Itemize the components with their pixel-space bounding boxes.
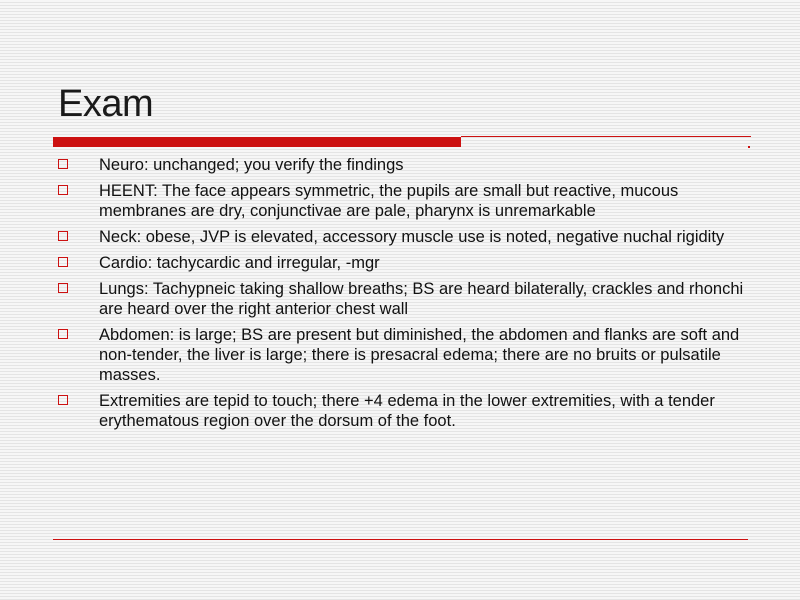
- bullet-text: HEENT: The face appears symmetric, the pupils are small but reactive, mucous membranes are dry, conjunctivae are pale, pharynx is unremarkable: [99, 182, 679, 220]
- bullet-extremities: [58, 391, 748, 431]
- hollow-square-icon: [58, 231, 68, 241]
- footer-rule: [53, 539, 748, 540]
- hollow-square-icon: [58, 395, 68, 405]
- bullet-abdomen: [58, 325, 748, 385]
- hollow-square-icon: [58, 283, 68, 293]
- title-underline-thick: [53, 137, 461, 147]
- hollow-square-icon: [58, 329, 68, 339]
- bullet-text: Cardio: tachycardic and irregular, -mgr: [99, 254, 380, 272]
- title-underline-thin: [461, 136, 751, 137]
- bullet-neck: [58, 227, 748, 247]
- bullet-lungs: [58, 279, 748, 319]
- bullet-cardio: [58, 253, 748, 273]
- bullet-text: Abdomen: is large; BS are present but diminished, the abdomen and flanks are soft and non-tender, the liver is large; there is presacral edema; there are no bruits or pulsatile masses.: [99, 326, 740, 384]
- bullet-text: Lungs: Tachypneic taking shallow breaths; BS are heard bilaterally, crackles and rhonchi are heard over the right anterior chest wall: [99, 280, 744, 318]
- hollow-square-icon: [58, 257, 68, 267]
- hollow-square-icon: [58, 159, 68, 169]
- slide-title: Exam: [58, 83, 154, 125]
- hollow-square-icon: [58, 185, 68, 195]
- title-underline-dot: [748, 146, 750, 148]
- bullet-text: Neuro: unchanged; you verify the findings: [99, 156, 404, 174]
- bullet-neuro: [58, 155, 748, 175]
- bullet-heent: [58, 181, 748, 221]
- bullet-text: Neck: obese, JVP is elevated, accessory muscle use is noted, negative nuchal rigidity: [99, 228, 725, 246]
- bullet-list: [58, 155, 748, 437]
- bullet-text: Extremities are tepid to touch; there +4 edema in the lower extremities, with a tender erythematous region over the dorsum of the foot.: [99, 392, 715, 430]
